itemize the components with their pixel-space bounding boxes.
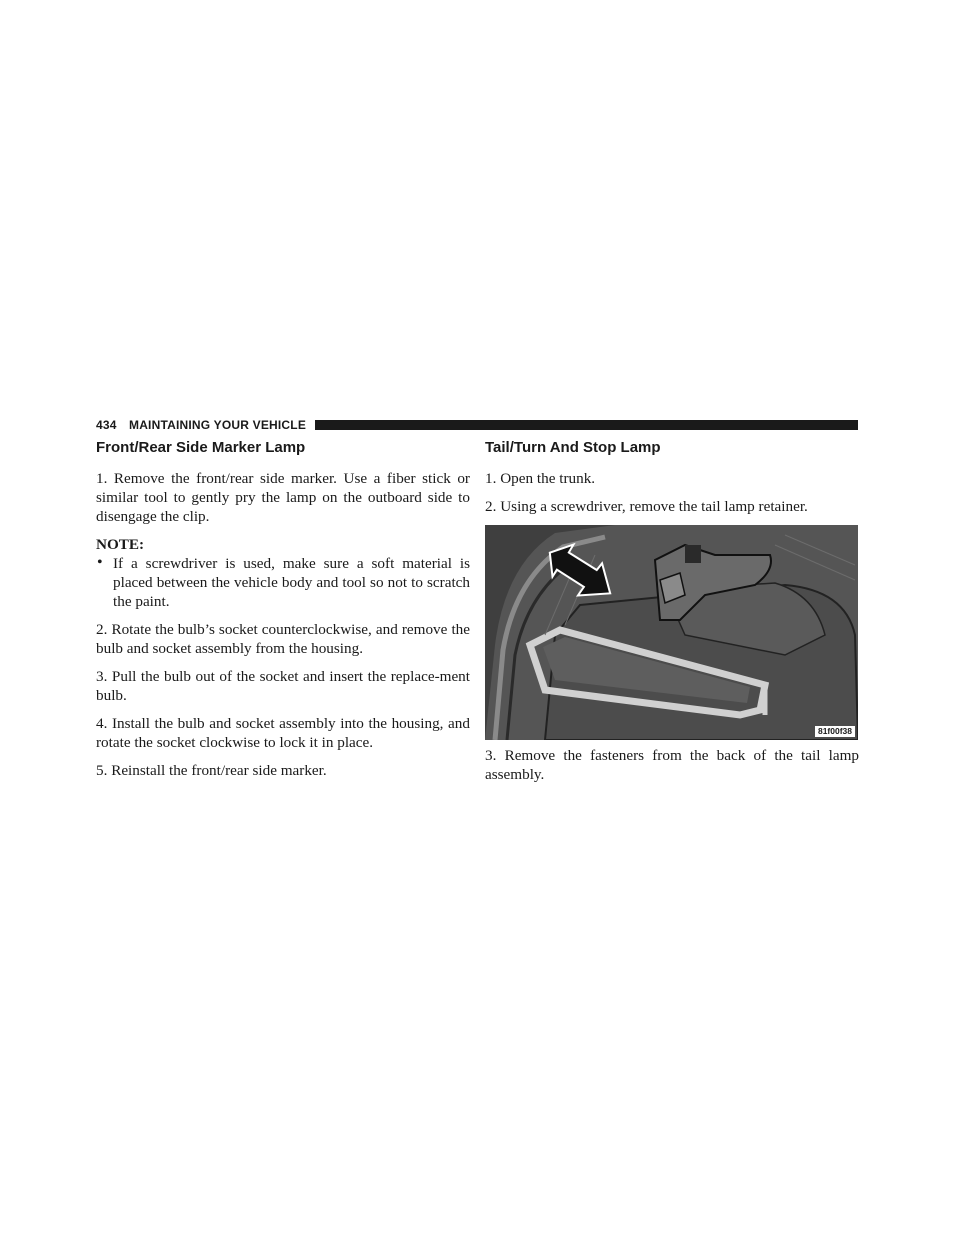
side-marker-step-5: 5. Reinstall the front/rear side marker. (96, 762, 327, 779)
page-header (96, 417, 858, 433)
side-marker-step-4: 4. Install the bulb and socket assembly into the housing, and rotate the socket clockwise to lock it in place. (96, 715, 470, 751)
left-column (96, 437, 470, 789)
bullet-icon: • (97, 554, 103, 571)
trunk-illustration (485, 525, 858, 740)
tail-lamp-retainer-illustration (485, 525, 858, 740)
section-title: MAINTAINING YOUR VEHICLE (129, 418, 307, 432)
header-rule (315, 420, 858, 430)
note-text: If a screwdriver is used, make sure a soft material is placed between the vehicle body and tool so not to scratch the paint. (113, 555, 470, 610)
tail-lamp-step-3: 3. Remove the fasteners from the back of the tail lamp assembly. (485, 747, 859, 783)
side-marker-step-2: 2. Rotate the bulb’s socket counterclockwise, and remove the bulb and socket assembly from the housing. (96, 621, 470, 657)
side-marker-step-1: 1. Remove the front/rear side marker. Use a fiber stick or similar tool to gently pry the lamp on the outboard side to disengage the clip. (96, 470, 470, 525)
tail-lamp-step-2: 2. Using a screwdriver, remove the tail lamp retainer. (485, 498, 808, 515)
page-number: 434 (96, 418, 117, 432)
figure-code: 81f00f38 (815, 726, 855, 737)
side-marker-step-3: 3. Pull the bulb out of the socket and insert the replace-ment bulb. (96, 668, 470, 704)
right-column (485, 437, 859, 793)
note-label: NOTE: (96, 536, 145, 553)
tail-lamp-step-1: 1. Open the trunk. (485, 470, 596, 487)
tail-lamp-heading: Tail/Turn And Stop Lamp (485, 439, 661, 456)
side-marker-heading: Front/Rear Side Marker Lamp (96, 439, 306, 456)
note-bullet-item (96, 554, 470, 611)
